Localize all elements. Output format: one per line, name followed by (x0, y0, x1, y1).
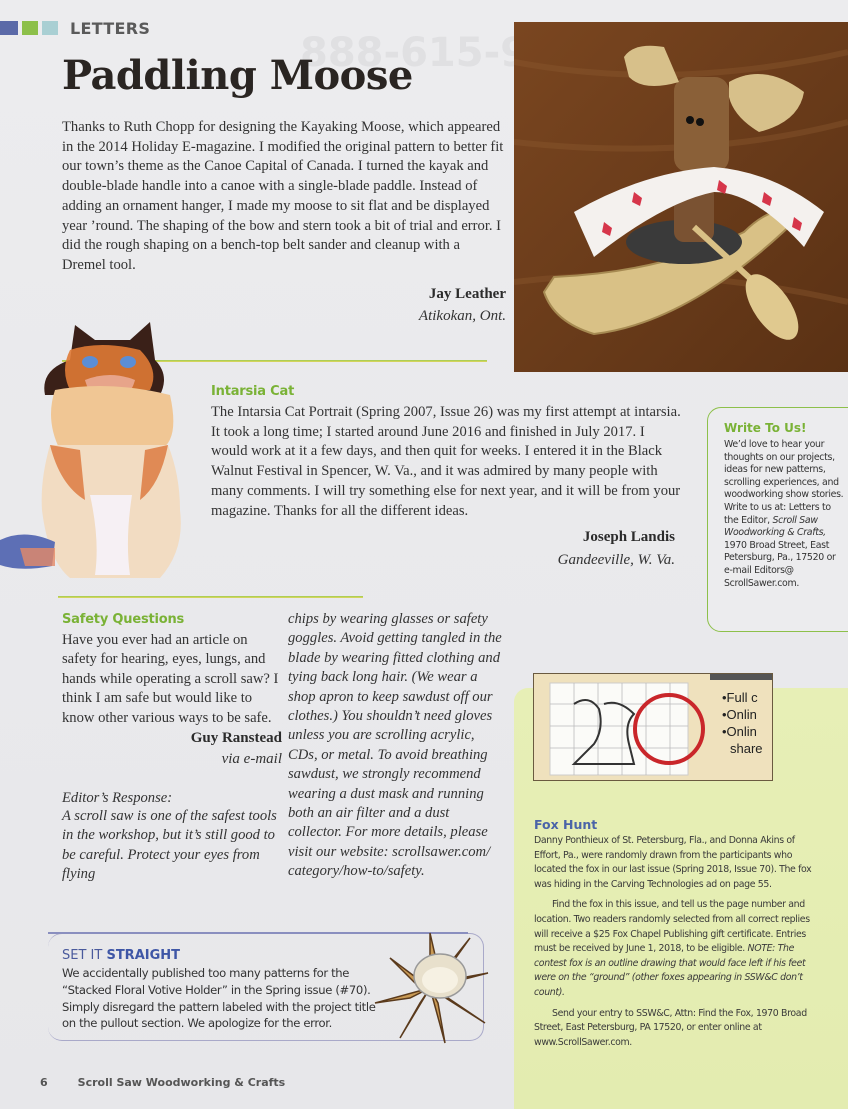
fox-hunt-send-entry: Send your entry to SSW&C, Attn: Find the Fox, 1970 Broad Street, East Petersburg, PA 17520, or enter online at www.ScrollSawer.com. (534, 1007, 807, 1048)
signature-location: Atikokan, Ont. (418, 307, 506, 324)
set-it-straight-title (62, 948, 382, 963)
set-it-straight-content (62, 948, 382, 1032)
letter-body: Have you ever had an article on safety for hearing, eyes, lungs, and hands while operating a scroll saw? I think I am safe but would like to know other various ways to be safe. (62, 632, 279, 726)
page-footer (40, 1076, 285, 1089)
title-bold: STRAIGHT (106, 948, 181, 963)
signature-name: Guy Ranstead (190, 730, 282, 747)
ad-bullet-2: •Onlin (722, 707, 757, 722)
moose-illustration (514, 22, 848, 372)
set-it-straight-body: We accidentally published too many patterns for the “Stacked Floral Votive Holder” in the Spring issue (#70). Simply disregard the pattern labeled with the project title on the pullout section. We apologize for the error. (62, 966, 376, 1031)
editor-response-continued (288, 610, 506, 882)
letter-paddling-moose (62, 118, 506, 325)
intarsia-cat-illustration (0, 310, 200, 595)
write-to-us-title: Write To Us! (724, 421, 807, 435)
fox-hunt-winners: Danny Ponthieux of St. Petersburg, Fla., and Donna Akins of Effort, Pa., were randomly drawn from the participants who located the fox in our last issue (Spring 2018, Issue 70). The fox was hiding in the Carving Technologies ad on page 55. (534, 835, 812, 890)
write-to-us-body (724, 439, 844, 590)
fox-hunt-title: Fox Hunt (534, 817, 598, 832)
section-color-square-teal (42, 21, 58, 35)
background-showthrough: 888-615-9663 hop (300, 30, 711, 76)
publication-name: Scroll Saw Woodworking & Crafts (77, 1076, 286, 1089)
write-to-us-address: 1970 Broad Street, East Petersburg, Pa., 17520 or e-mail Editors@ ScrollSawer.com. (724, 539, 836, 589)
fox-hunt-instructions (534, 898, 814, 1000)
divider-line (58, 596, 363, 598)
signature-location: Gandeeville, W. Va. (557, 552, 675, 569)
editor-response-col1: A scroll saw is one of the safest tools in the workshop, but it’s still good to be careful. Protect your eyes from flying (62, 808, 277, 883)
letter-safety-questions (62, 612, 282, 885)
letter-subhead: Safety Questions (62, 612, 185, 627)
magazine-name: Scroll Saw Woodworking & Crafts, (724, 514, 826, 539)
editor-response-label: Editor’s Response: (62, 790, 173, 807)
signature-name: Jay Leather (428, 285, 506, 302)
letter-subhead: Intarsia Cat (211, 384, 295, 399)
fox-hunt-instructions-text: Find the fox in this issue, and tell us the page number and location. Two readers randomly selected from all correct replies will receive a $25 Fox Chapel Publishing gift certificate. Entries must be received by June 1, 2018, to be eligible. (534, 899, 810, 955)
page-number: 6 (40, 1076, 48, 1089)
section-color-square-green (22, 21, 38, 35)
votive-illustration (370, 928, 490, 1048)
fox-hunt-body (534, 834, 814, 1056)
letter-body: The Intarsia Cat Portrait (Spring 2007, Issue 26) was my first attempt at intarsia. It took a long time; I started around June 2016 and finished in July 2017. I would work at it a few days, and then quit for weeks. I entered it in the Black Walnut Festival in Spencer, W. Va., and it was admired by many people with many comments. I will try something else for next year, and it will be from your magazine. Thanks for all the different ideas. (211, 404, 681, 519)
ad-bullet-3: •Onlin (722, 724, 757, 739)
section-header (0, 20, 150, 36)
fox-hunt-ad-image (533, 673, 773, 781)
write-to-us-text: We’d love to hear your thoughts on our projects, ideas for new patterns, scrolling experiences, and woodworking show stories. Write to us at: Letters to the Editor, (724, 439, 844, 526)
signature-location: via e-mail (221, 751, 282, 768)
fox-hunt-note: NOTE: The contest fox is an outline drawing that would face left if his feet were on the “ground” (other foxes appearing in SSW&C don’t count). (534, 943, 806, 998)
page-title: Paddling Moose (62, 52, 413, 99)
title-light: SET IT (62, 948, 107, 963)
section-label: LETTERS (70, 18, 151, 38)
write-to-us-box (707, 407, 848, 632)
letter-body: Thanks to Ruth Chopp for designing the Kayaking Moose, which appeared in the 2014 Holiday E-magazine. I modified the original pattern to better fit our town’s theme as the Canoe Capital of Canada. I turned the kayak and double-blade handle into a canoe with a single-blade paddle. Instead of adding an ornament hanger, I made my moose to sit flat and be displayed year ’round. The shaping of the bow and stern took a bit of trial and error. I did the rough shaping on a bench-top belt sander and cleanup with a Dremel tool. (62, 119, 504, 273)
puzzle-illustration (534, 674, 773, 781)
signature-name: Joseph Landis (582, 529, 675, 546)
section-color-square-blue (0, 21, 18, 35)
intarsia-cat-photo (0, 310, 200, 595)
moose-in-canoe-photo (514, 22, 848, 372)
floral-votive-holder-photo (370, 928, 490, 1048)
ad-bullet-1: •Full c (722, 690, 758, 705)
ad-bullet-4: share (730, 741, 763, 756)
letter-intarsia-cat (211, 384, 681, 569)
editor-response-col2: chips by wearing glasses or safety goggles. Avoid getting tangled in the blade by wearing fitted clothing and tying back long hair. (We wear a shop apron to keep sawdust off our clothes.) You shouldn’t need gloves unless you are scrolling acrylic, CDs, or metal. To avoid breathing sawdust, we strongly recommend wearing a dust mask and running both an air filter and a dust collector. For more details, please visit our website: scrollsawer.com/ category/how-to/safety. (288, 611, 502, 880)
